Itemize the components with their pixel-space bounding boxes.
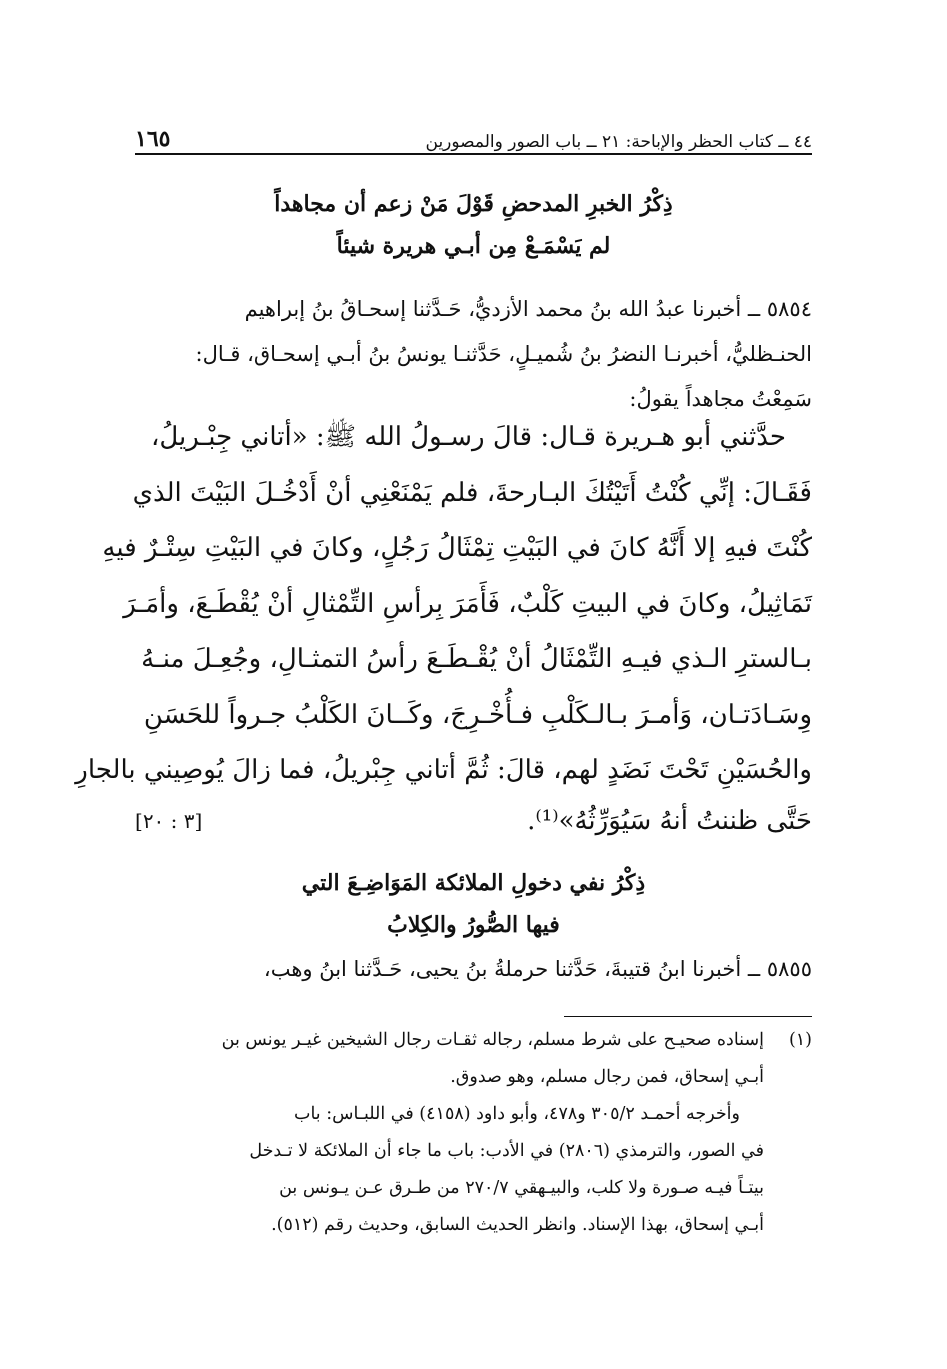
footnotes	[135, 1022, 812, 1244]
text-line: كُنْتَ فيهِ إلا أَنَّهُ كانَ في البَيْتِ تِمْثَالُ رَجُلٍ، وكانَ في البَيْتِ سِتْـرٌ فيهِ	[102, 533, 812, 563]
text-line: أبـي إسحاق، فمن رجال مسلم، وهو صدوق.	[450, 1067, 764, 1087]
text-line: والحُسَيْنِ تَحْتَ نَضَدٍ لهم، قالَ: ثُمَّ أتاني جِبْريلُ، فما زالَ يُوصِيني بالجارِ	[75, 755, 812, 785]
heading-line: لم يَسْمَـعْ مِن أبـي هريرة شيئاً	[336, 233, 611, 259]
text-line: ٥٨٥٥ ــ أخبرنا ابنُ قتيبةَ، حَدَّثنا حرملةُ بنُ يحيى، حَـدَّثنا ابنُ وهب،	[263, 957, 812, 981]
footnote-1-continued	[135, 1096, 812, 1244]
page-number: ١٦٥	[135, 126, 171, 152]
text-line: أبـي إسحاق، بهذا الإسناد. وانظر الحديث السابق، وحديث رقم (٥١٢).	[271, 1215, 764, 1235]
hadith-matn-5854	[75, 410, 812, 799]
hadith-isnad-5855	[135, 947, 812, 992]
hadith-matn-last-line	[135, 795, 812, 847]
text-line: فَقَـالَ: إنِّي كُنْتُ أَتَيْتُكَ البـارحةَ، فلم يَمْنَعْنِي أنْ أَدْخُـلَ البَيْتَ الذي	[132, 477, 812, 508]
footnote-marker: (١)	[788, 1030, 812, 1050]
grading-reference: [٣ : ٢٠]	[135, 809, 203, 833]
text-line: ٥٨٥٤ ــ أخبرنا عبدُ الله بنُ محمد الأزديُّ، حَـدَّثنا إسحـاقُ بنُ إبراهيم	[244, 297, 812, 321]
footnote-text	[135, 1022, 764, 1096]
heading-line: فيها الصُّورُ والكِلابُ	[387, 912, 560, 938]
heading-line: ذِكْرُ نفي دخولِ الملائكة المَوَاضِـعَ التي	[301, 870, 646, 896]
text-line: بـالسترِ الـذي فيـهِ التِّمْثَالُ أنْ يُقْـطَـعَ رأسُ التمثـالِ، وجُعِـلَ منـهُ	[141, 644, 812, 674]
text-line: حَتَّى ظننتُ أنهُ سَيُوَرِّثُهُ»⁽¹⁾.	[527, 806, 812, 836]
text-line: تَمَاثِيلُ، وكانَ في البيتِ كَلْبٌ، فَأَمَرَ بِرأسِ التِّمْثالِ أنْ يُقْطَـعَ، وأمَـرَ	[123, 588, 812, 619]
header-rule	[135, 153, 812, 155]
chapter-heading-2	[150, 862, 797, 946]
text-line: وِسَـادَتـان، وَأمـرَ بـالـكَلْبِ فـأُخْـرِجَ، وكَــانَ الكَلْبُ جـرواً للحَسَنِ	[143, 699, 812, 730]
text-line: الحنـظليُّ، أخبرنـا النضرُ بنُ شُميـلٍ، حَدَّثنـا يونسُ بنُ أبـي إسحـاق، قـال:	[195, 342, 812, 366]
running-title: ٤٤ ــ كتاب الحظر والإباحة: ٢١ ــ باب الصور والمصورين	[425, 132, 812, 152]
text-line: بيتـاً فيـه صـورة ولا كلب، والبيـهقي ٢٧٠/٧ من طـرق عـن يـونس بن	[279, 1178, 764, 1198]
footnote-rule	[564, 1016, 812, 1017]
footnote-text	[135, 1096, 764, 1244]
hadith-isnad-5854	[135, 287, 812, 422]
text-line: في الصور، والترمذي (٢٨٠٦) في الأدب: باب ما جاء أن الملائكة لا تـدخل	[249, 1141, 764, 1161]
chapter-heading-1	[150, 183, 797, 267]
running-header	[135, 112, 812, 152]
heading-line: ذِكْرُ الخبرِ المدحضِ قَوْلَ مَنْ زعم أن مجاهداً	[274, 191, 673, 217]
text-line: وأخرجه أحمـد ٣٠٥/٢ و٤٧٨، وأبو داود (٤١٥٨) في اللبـاس: باب	[294, 1104, 740, 1124]
footnote-1	[135, 1022, 812, 1096]
text-line: إسناده صحيـح على شرط مسلم، رجاله ثقـات رجال الشيخين غيـر يونس بن	[221, 1030, 764, 1050]
text-line: سَمِعْتُ مجاهداً يقولُ:	[629, 387, 812, 411]
text-line: حدَّثني أبو هـريرة قـال: قالَ رسـولُ الله ﷺ: «أتاني جِبْـريلُ،	[150, 422, 786, 452]
